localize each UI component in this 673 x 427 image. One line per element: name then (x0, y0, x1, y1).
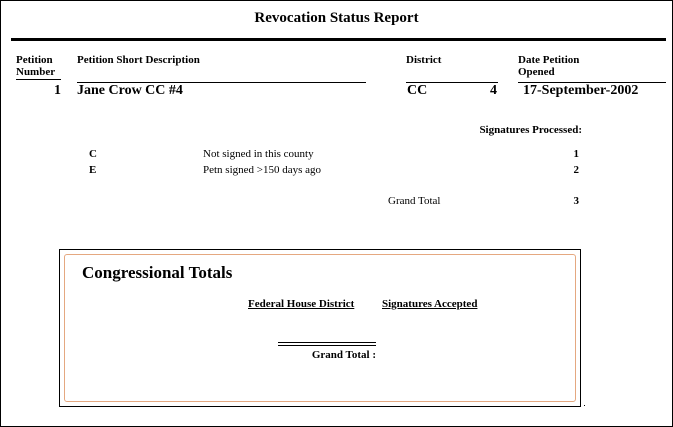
signature-count: 1 (573, 148, 579, 160)
stray-mark (584, 405, 585, 406)
congressional-totals-title: Congressional Totals (82, 263, 233, 282)
signature-count: 2 (573, 164, 579, 176)
signatures-grand-total-label: Grand Total (388, 195, 441, 207)
grand-total-rule-bottom (278, 345, 376, 346)
signature-reason: Not signed in this county (203, 148, 314, 160)
column-header-petition-number-line1: Petition (16, 54, 53, 66)
signatures-grand-total-value: 3 (573, 195, 579, 207)
column-header-district: District (406, 54, 442, 66)
column-header-short-description: Petition Short Description (77, 54, 200, 66)
column-underline-petition-number (16, 79, 61, 80)
column-header-date-opened (518, 54, 579, 78)
congressional-totals-box (59, 249, 581, 407)
signature-reason: Petn signed >150 days ago (203, 164, 322, 176)
grand-total-rule-top (278, 342, 376, 343)
petition-district-number: 4 (490, 83, 497, 98)
signature-code: C (89, 148, 97, 160)
header-divider (11, 38, 666, 41)
column-header-petition-number-line2: Number (16, 66, 56, 78)
column-header-petition-number (16, 54, 55, 78)
column-header-signatures-accepted: Signatures Accepted (382, 298, 478, 310)
report-title: Revocation Status Report (254, 10, 419, 26)
signature-code: E (89, 164, 97, 176)
petition-description: Jane Crow CC #4 (77, 83, 183, 98)
petition-date-opened: 17-September-2002 (523, 83, 639, 98)
petition-number: 1 (54, 83, 61, 98)
column-header-federal-house-district: Federal House District (248, 298, 355, 310)
signatures-heading: Signatures Processed: (479, 124, 582, 136)
column-header-date-opened-line2: Opened (518, 66, 555, 78)
petition-district-code: CC (407, 83, 428, 98)
congressional-grand-total-label: Grand Total : (311, 349, 376, 361)
column-header-date-opened-line1: Date Petition (518, 54, 580, 66)
